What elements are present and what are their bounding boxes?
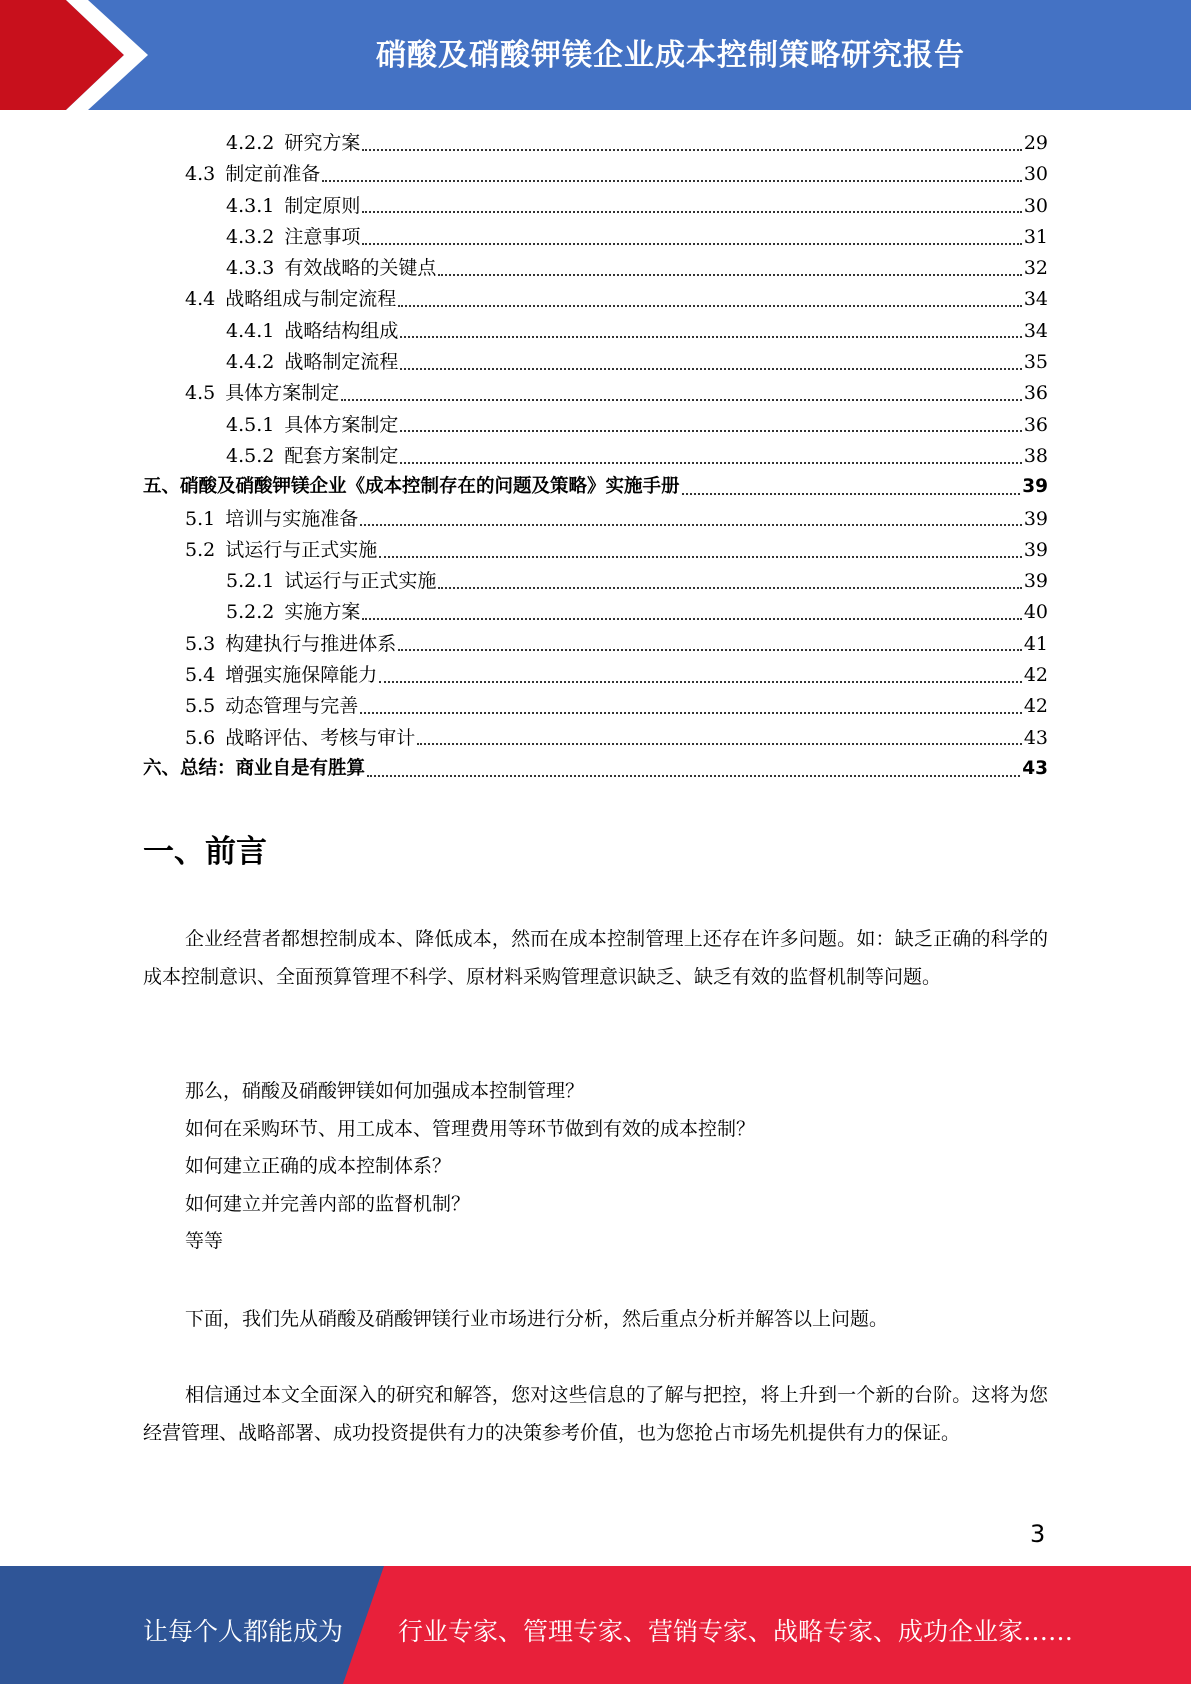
toc-entry-title: 试运行与正式实施	[225, 538, 378, 561]
toc-entry-title: 制定原则	[284, 194, 361, 217]
toc-dot-leader	[341, 399, 1022, 401]
toc-dot-leader	[417, 743, 1022, 745]
toc-entry-page: 29	[1023, 132, 1048, 154]
toc-entry-title: 战略评估、考核与审计	[225, 726, 416, 749]
toc-entry[interactable]	[143, 629, 1048, 660]
toc-entry[interactable]	[143, 378, 1048, 409]
toc-entry[interactable]	[143, 191, 1048, 222]
intro-paragraph-block-2	[143, 1300, 1048, 1338]
toc-dot-leader	[362, 618, 1021, 620]
toc-entry-number: 4.3.3	[226, 257, 275, 280]
toc-entry[interactable]	[143, 159, 1048, 190]
toc-dot-leader	[360, 524, 1022, 526]
toc-entry-number: 五、	[143, 476, 181, 498]
toc-entry-title: 制定前准备	[225, 163, 321, 186]
toc-entry-page: 31	[1023, 225, 1048, 248]
toc-entry[interactable]	[143, 504, 1048, 535]
question-line: 等等	[185, 1230, 224, 1252]
toc-entry[interactable]	[143, 597, 1048, 628]
toc-entry-page: 42	[1023, 695, 1048, 718]
toc-entry-page: 39	[1023, 570, 1048, 593]
intro-paragraph-block	[143, 920, 1048, 996]
toc-entry-page: 34	[1023, 319, 1048, 342]
toc-entry-number: 5.6	[185, 726, 216, 749]
toc-entry[interactable]	[143, 316, 1048, 347]
toc-entry-title: 战略组成与制定流程	[225, 288, 397, 311]
footer-slogan-left: 让每个人都能成为	[143, 1617, 344, 1646]
toc-entry-title: 研究方案	[284, 132, 361, 154]
intro-paragraph-3: 相信通过本文全面深入的研究和解答，您对这些信息的了解与把控，将上升到一个新的台阶。这将为您经营管理、战略部署、成功投资提供有力的决策参考价值，也为您抢占市场先机提供有力的保证。	[143, 1384, 1048, 1444]
toc-dot-leader	[379, 556, 1022, 558]
footer-slogan-right: 行业专家、管理专家、营销专家、战略专家、成功企业家……	[398, 1617, 1074, 1646]
toc-dot-leader	[398, 649, 1022, 651]
toc-entry-number: 4.5	[185, 382, 216, 405]
toc-dot-leader	[362, 211, 1021, 213]
toc-entry-page: 30	[1023, 194, 1048, 217]
section-title: 一、前言	[143, 834, 267, 870]
toc-dot-leader	[367, 775, 1020, 777]
toc-entry-number: 4.3.1	[226, 194, 275, 217]
toc-entry-page: 30	[1023, 163, 1048, 186]
toc-entry-page: 34	[1023, 288, 1048, 311]
toc-dot-leader	[438, 274, 1021, 276]
toc-entry-title: 增强实施保障能力	[225, 664, 378, 687]
toc-entry[interactable]	[143, 222, 1048, 253]
toc-entry-page: 43	[1023, 726, 1048, 749]
toc-entry-page: 32	[1023, 257, 1048, 280]
toc-entry-title: 有效战略的关键点	[284, 257, 437, 280]
question-list	[143, 1073, 1048, 1261]
toc-entry-number: 4.5.2	[226, 444, 275, 467]
toc-entry-page: 42	[1023, 664, 1048, 687]
table-of-contents	[143, 128, 1048, 785]
toc-entry-number: 5.5	[185, 695, 216, 718]
toc-entry[interactable]	[143, 128, 1048, 159]
toc-dot-leader	[400, 430, 1021, 432]
toc-entry-number: 4.3	[185, 163, 216, 186]
toc-entry[interactable]	[143, 253, 1048, 284]
toc-dot-leader	[682, 493, 1021, 495]
toc-entry-page: 36	[1023, 382, 1048, 405]
toc-entry-title: 构建执行与推进体系	[225, 632, 397, 655]
toc-entry-number: 5.2.2	[226, 601, 275, 624]
toc-entry-page: 39	[1022, 476, 1048, 498]
toc-entry-title: 培训与实施准备	[225, 507, 359, 530]
toc-entry[interactable]	[143, 723, 1048, 754]
toc-entry-page: 38	[1023, 444, 1048, 467]
toc-entry-title: 试运行与正式实施	[284, 570, 437, 593]
toc-dot-leader	[322, 180, 1022, 182]
toc-entry-title: 战略结构组成	[284, 319, 399, 342]
header-arrow-decoration	[0, 0, 160, 110]
toc-entry[interactable]	[143, 754, 1048, 785]
intro-paragraph-block-3	[143, 1376, 1048, 1452]
toc-entry-number: 4.3.2	[226, 225, 275, 248]
toc-dot-leader	[362, 149, 1021, 151]
toc-dot-leader	[400, 462, 1021, 464]
toc-entry-page: 43	[1022, 757, 1048, 779]
toc-dot-leader	[438, 587, 1021, 589]
toc-entry-title: 战略制定流程	[284, 351, 399, 374]
toc-entry[interactable]	[143, 535, 1048, 566]
toc-entry-title: 硝酸及硝酸钾镁企业《成本控制存在的问题及策略》实施手册	[180, 476, 680, 498]
toc-entry-title: 配套方案制定	[284, 444, 399, 467]
toc-entry[interactable]	[143, 660, 1048, 691]
toc-entry-title: 实施方案	[284, 601, 361, 624]
toc-dot-leader	[379, 681, 1022, 683]
toc-dot-leader	[398, 305, 1022, 307]
toc-entry[interactable]	[143, 566, 1048, 597]
toc-entry[interactable]	[143, 441, 1048, 472]
toc-entry-number: 4.2.2	[226, 132, 275, 154]
header-title: 硝酸及硝酸钾镁企业成本控制策略研究报告	[376, 38, 965, 73]
toc-entry-title: 具体方案制定	[284, 413, 399, 436]
intro-paragraph-1: 企业经营者都想控制成本、降低成本，然而在成本控制管理上还存在许多问题。如：缺乏正确的科学的成本控制意识、全面预算管理不科学、原材料采购管理意识缺乏、缺乏有效的监督机制等问题。	[143, 928, 1048, 988]
toc-entry[interactable]	[143, 284, 1048, 315]
toc-entry-page: 35	[1023, 351, 1048, 374]
toc-entry-number: 4.4	[185, 288, 216, 311]
page-number: 3	[1030, 1520, 1046, 1548]
question-line: 如何在采购环节、用工成本、管理费用等环节做到有效的成本控制？	[185, 1117, 756, 1140]
toc-entry-number: 4.4.2	[226, 351, 275, 374]
toc-entry-page: 39	[1023, 538, 1048, 561]
toc-entry-page: 39	[1023, 507, 1048, 530]
toc-entry-title: 总结：商业自是有胜算	[180, 757, 366, 779]
toc-entry[interactable]	[143, 347, 1048, 378]
toc-entry[interactable]	[143, 472, 1048, 503]
toc-entry-number: 5.1	[185, 507, 216, 530]
page-header	[0, 0, 1191, 110]
toc-entry-page: 36	[1023, 413, 1048, 436]
toc-entry-number: 4.5.1	[226, 413, 275, 436]
toc-entry-number: 5.2	[185, 538, 216, 561]
question-line: 如何建立正确的成本控制体系？	[185, 1155, 452, 1177]
toc-entry-title: 注意事项	[284, 225, 361, 248]
toc-entry-title: 具体方案制定	[225, 382, 340, 405]
toc-entry[interactable]	[143, 691, 1048, 722]
toc-entry-page: 41	[1023, 632, 1048, 655]
toc-dot-leader	[362, 243, 1021, 245]
page-footer	[0, 1566, 1191, 1684]
question-line: 那么，硝酸及硝酸钾镁如何加强成本控制管理？	[185, 1080, 585, 1102]
toc-entry-number: 5.2.1	[226, 570, 275, 593]
toc-entry-number: 5.4	[185, 664, 216, 687]
toc-entry-number: 5.3	[185, 632, 216, 655]
toc-dot-leader	[400, 336, 1021, 338]
question-line: 如何建立并完善内部的监督机制？	[185, 1192, 471, 1215]
toc-entry[interactable]	[143, 410, 1048, 441]
toc-dot-leader	[360, 712, 1022, 714]
toc-dot-leader	[400, 368, 1021, 370]
toc-entry-page: 40	[1023, 601, 1048, 624]
intro-paragraph-2: 下面，我们先从硝酸及硝酸钾镁行业市场进行分析，然后重点分析并解答以上问题。	[185, 1308, 889, 1330]
toc-entry-number: 六、	[143, 757, 181, 779]
toc-entry-number: 4.4.1	[226, 319, 275, 342]
toc-entry-title: 动态管理与完善	[225, 695, 359, 718]
